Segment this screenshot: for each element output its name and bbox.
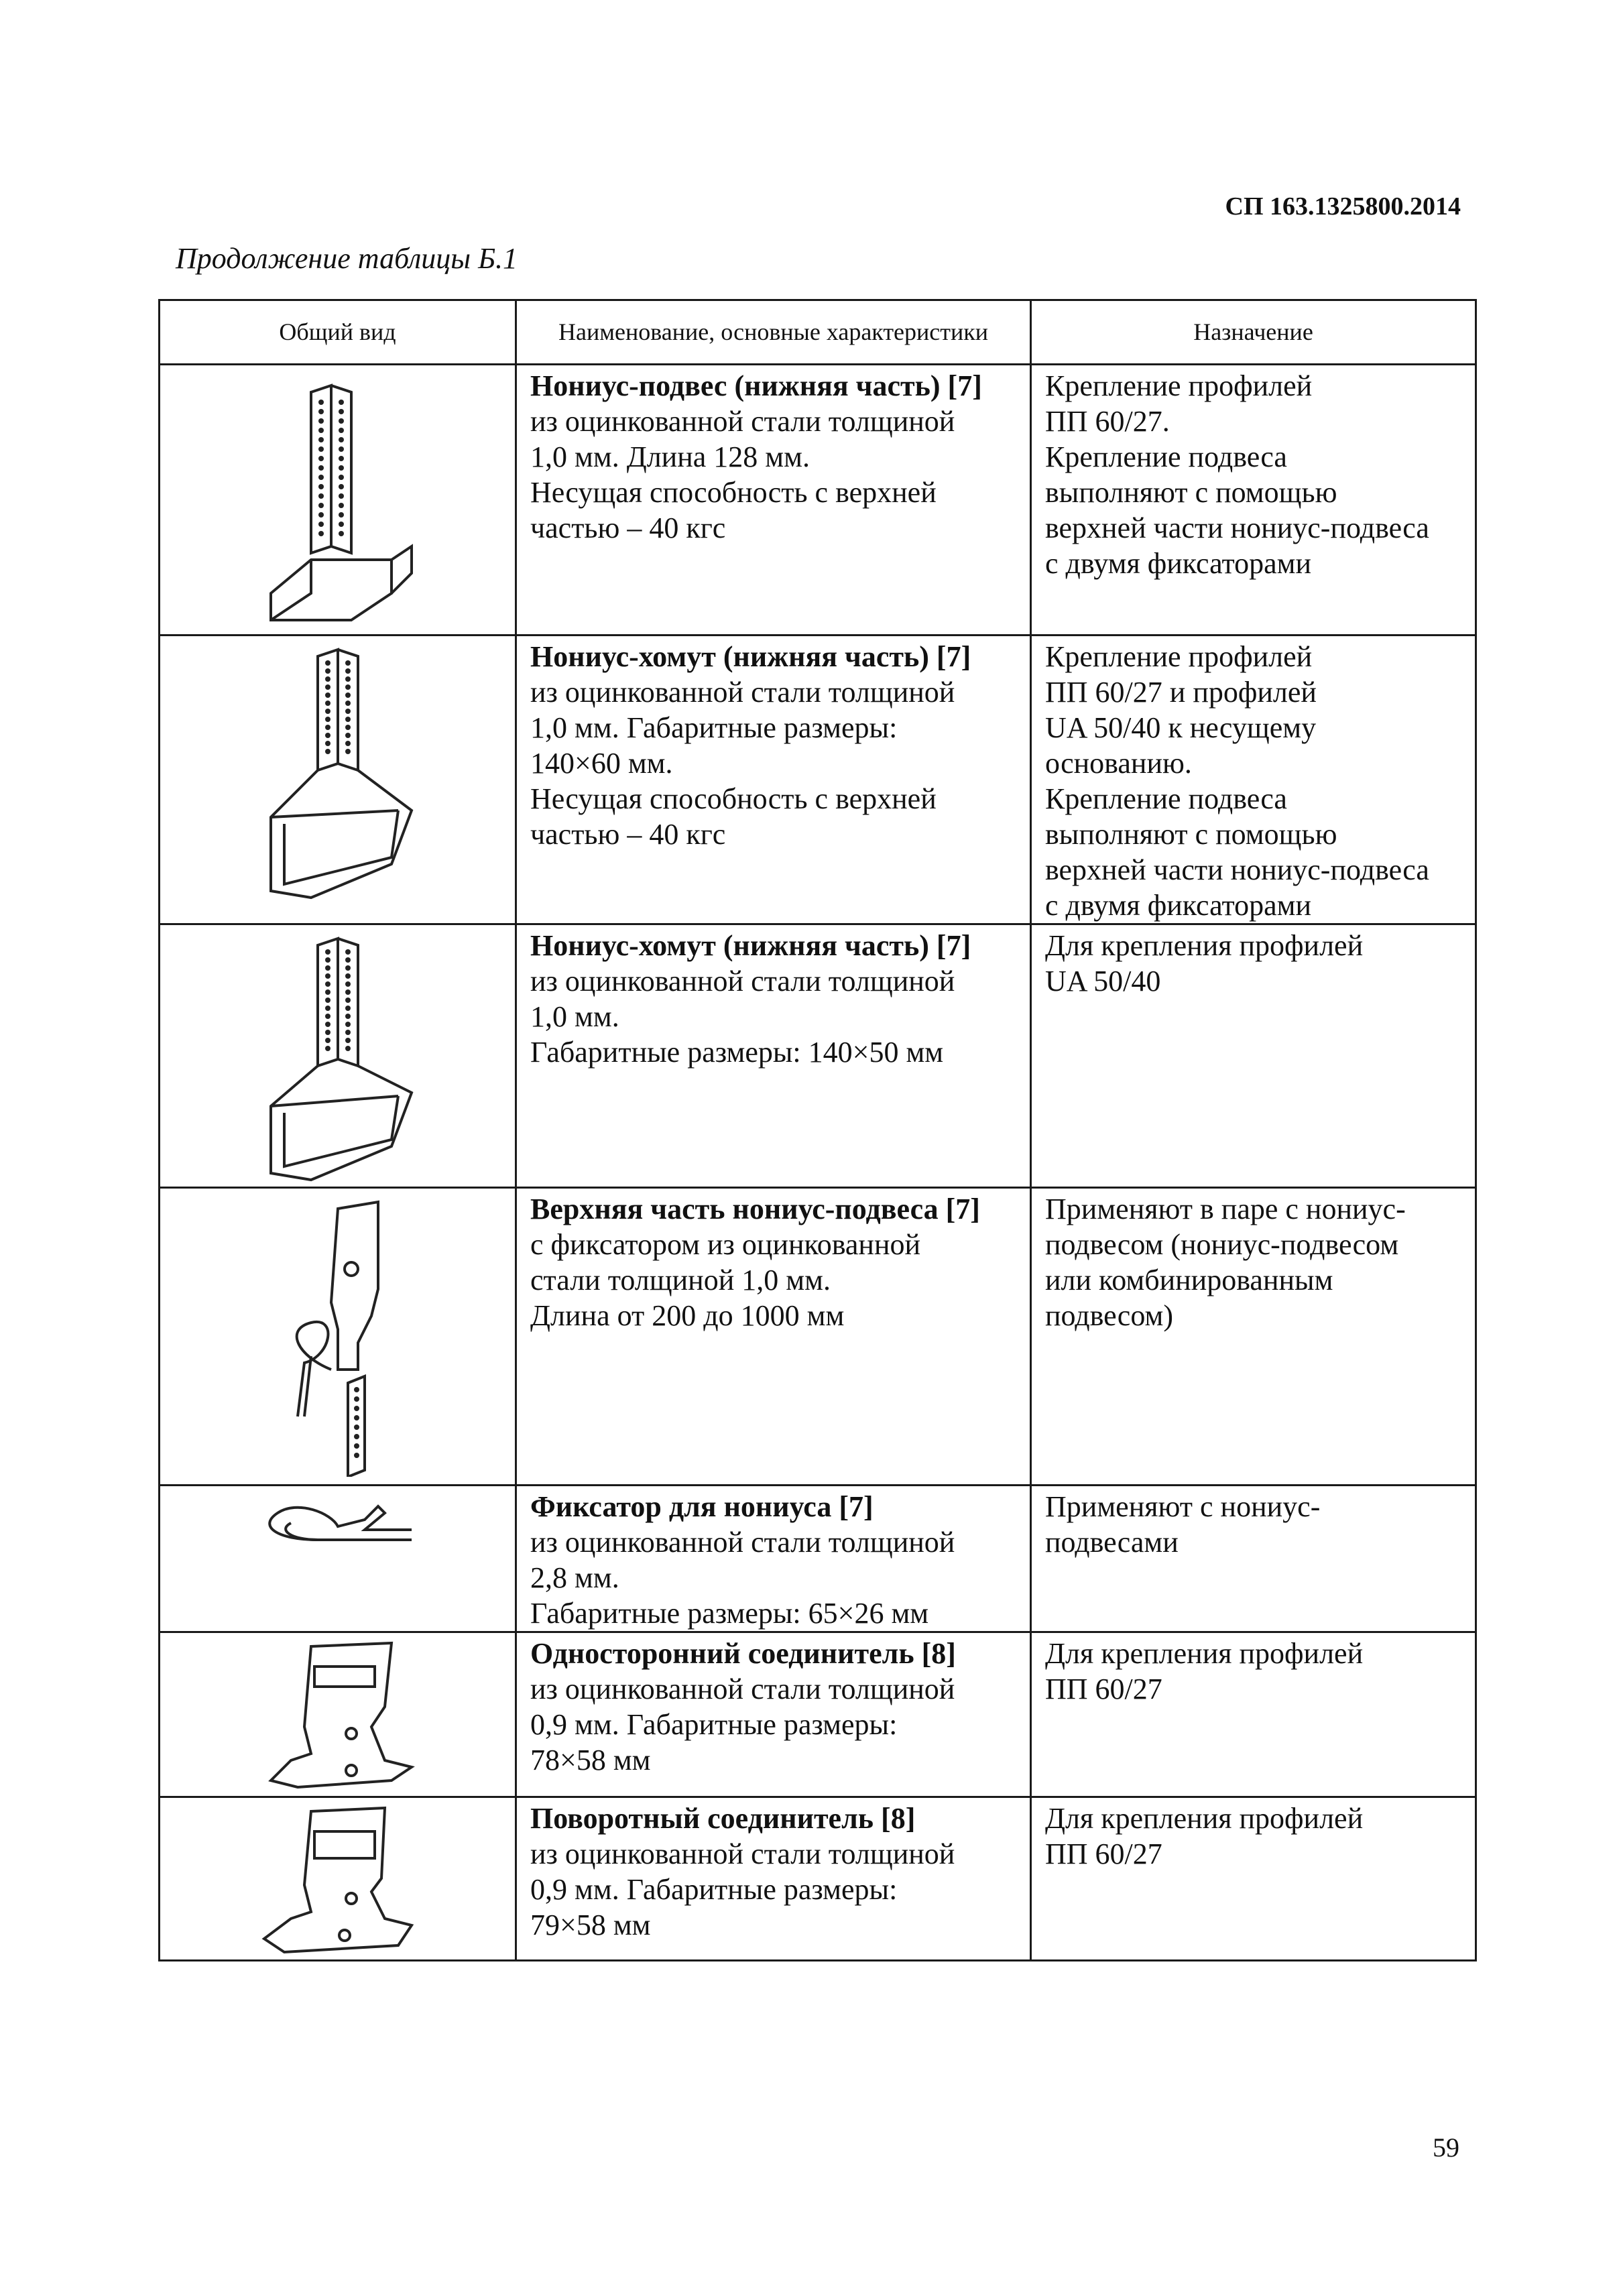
general-view-cell [160, 1632, 516, 1797]
item-characteristic-line: 78×58 мм [530, 1744, 651, 1776]
item-characteristic-line: из оцинкованной стали толщиной [530, 1526, 955, 1559]
purpose-line: Крепление подвеса [1045, 440, 1287, 473]
item-characteristic-line: Габаритные размеры: 140×50 мм [530, 1036, 944, 1069]
item-characteristic-line: Длина от 200 до 1000 мм [530, 1299, 845, 1332]
item-name: Фиксатор для нониуса [7] [530, 1490, 874, 1523]
item-characteristic-line: из оцинкованной стали толщиной [530, 405, 955, 438]
item-name: Односторонний соединитель [8] [530, 1637, 956, 1670]
purpose-line: Для крепления профилей [1045, 1637, 1364, 1670]
purpose-line: Применяют в паре с нониус- [1045, 1193, 1406, 1225]
general-view-cell [160, 1486, 516, 1632]
vernier-hanger-upper-illustration [160, 1189, 515, 1477]
purpose-line: или комбинированным [1045, 1264, 1333, 1296]
purpose-cell [1031, 365, 1476, 636]
purpose-line: подвесом) [1045, 1299, 1173, 1332]
purpose-line: выполняют с помощью [1045, 818, 1337, 851]
vernier-clip-illustration [160, 1486, 515, 1573]
purpose-line: подвесом (нониус-подвесом [1045, 1228, 1399, 1261]
item-name: Нониус-хомут (нижняя часть) [7] [530, 929, 971, 962]
single-level-connector-illustration [160, 1633, 515, 1794]
swivel-connector-illustration [160, 1798, 515, 1959]
item-characteristic-line: 0,9 мм. Габаритные размеры: [530, 1873, 898, 1906]
vernier-hanger-lower-illustration [160, 365, 515, 627]
item-characteristic-line: 140×60 мм. [530, 747, 673, 780]
purpose-line: Крепление профилей [1045, 640, 1313, 673]
general-view-cell [160, 1188, 516, 1486]
item-characteristic-line: 79×58 мм [530, 1909, 651, 1941]
name-characteristics-cell [516, 365, 1031, 636]
vernier-clamp-60-illustration [160, 636, 515, 911]
item-characteristic-line: 1,0 мм. [530, 1000, 619, 1033]
purpose-line: основанию. [1045, 747, 1192, 780]
item-characteristic-line: 2,8 мм. [530, 1561, 619, 1594]
table-row [160, 636, 1476, 924]
purpose-line: верхней части нониус-подвеса [1045, 511, 1429, 544]
page-number: 59 [1433, 2132, 1459, 2163]
column-header: Общий вид [160, 300, 516, 365]
purpose-line: выполняют с помощью [1045, 476, 1337, 509]
table-row [160, 1188, 1476, 1486]
item-characteristic-line: 1,0 мм. Габаритные размеры: [530, 711, 898, 744]
purpose-line: ПП 60/27 [1045, 1837, 1162, 1870]
name-characteristics-cell [516, 1797, 1031, 1961]
spec-table [158, 299, 1477, 1961]
purpose-line: Крепление подвеса [1045, 782, 1287, 815]
purpose-line: подвесами [1045, 1526, 1179, 1559]
purpose-cell [1031, 1797, 1476, 1961]
purpose-line: с двумя фиксаторами [1045, 889, 1312, 922]
item-characteristic-line: из оцинкованной стали толщиной [530, 965, 955, 998]
purpose-cell [1031, 1486, 1476, 1632]
table-row [160, 365, 1476, 636]
item-characteristic-line: частью – 40 кгс [530, 818, 726, 851]
purpose-line: ПП 60/27. [1045, 405, 1170, 438]
purpose-line: Для крепления профилей [1045, 1802, 1364, 1835]
item-characteristic-line: 1,0 мм. Длина 128 мм. [530, 440, 810, 473]
name-characteristics-cell [516, 1632, 1031, 1797]
purpose-line: Крепление профилей [1045, 369, 1313, 402]
name-characteristics-cell [516, 1188, 1031, 1486]
general-view-cell [160, 365, 516, 636]
table-row [160, 1797, 1476, 1961]
purpose-line: с двумя фиксаторами [1045, 547, 1312, 580]
name-characteristics-cell [516, 1486, 1031, 1632]
purpose-line: Применяют с нониус- [1045, 1490, 1321, 1523]
vernier-clamp-50-illustration [160, 925, 515, 1187]
purpose-line: верхней части нониус-подвеса [1045, 853, 1429, 886]
item-characteristic-line: с фиксатором из оцинкованной [530, 1228, 921, 1261]
column-header: Назначение [1031, 300, 1476, 365]
item-characteristic-line: 0,9 мм. Габаритные размеры: [530, 1708, 898, 1741]
item-characteristic-line: частью – 40 кгс [530, 511, 726, 544]
name-characteristics-cell [516, 924, 1031, 1188]
purpose-line: UA 50/40 к несущему [1045, 711, 1317, 744]
table-row [160, 1486, 1476, 1632]
table-row [160, 924, 1476, 1188]
table-row [160, 1632, 1476, 1797]
item-characteristic-line: стали толщиной 1,0 мм. [530, 1264, 831, 1296]
document-code: СП 163.1325800.2014 [1225, 192, 1461, 221]
general-view-cell [160, 1797, 516, 1961]
item-name: Верхняя часть нониус-подвеса [7] [530, 1193, 980, 1225]
general-view-cell [160, 924, 516, 1188]
name-characteristics-cell [516, 636, 1031, 924]
purpose-cell [1031, 1632, 1476, 1797]
table-caption: Продолжение таблицы Б.1 [176, 242, 518, 275]
item-name: Нониус-подвес (нижняя часть) [7] [530, 369, 982, 402]
purpose-line: Для крепления профилей [1045, 929, 1364, 962]
item-characteristic-line: из оцинкованной стали толщиной [530, 1673, 955, 1705]
item-characteristic-line: из оцинкованной стали толщиной [530, 1837, 955, 1870]
table-header-row [160, 300, 1476, 365]
purpose-cell [1031, 1188, 1476, 1486]
general-view-cell [160, 636, 516, 924]
purpose-line: ПП 60/27 и профилей [1045, 676, 1317, 709]
column-header: Наименование, основные характеристики [516, 300, 1031, 365]
purpose-line: ПП 60/27 [1045, 1673, 1162, 1705]
item-name: Поворотный соединитель [8] [530, 1802, 916, 1835]
item-name: Нониус-хомут (нижняя часть) [7] [530, 640, 971, 673]
item-characteristic-line: из оцинкованной стали толщиной [530, 676, 955, 709]
item-characteristic-line: Несущая способность с верхней [530, 782, 937, 815]
purpose-cell [1031, 924, 1476, 1188]
item-characteristic-line: Габаритные размеры: 65×26 мм [530, 1597, 929, 1630]
purpose-cell [1031, 636, 1476, 924]
item-characteristic-line: Несущая способность с верхней [530, 476, 937, 509]
purpose-line: UA 50/40 [1045, 965, 1161, 998]
